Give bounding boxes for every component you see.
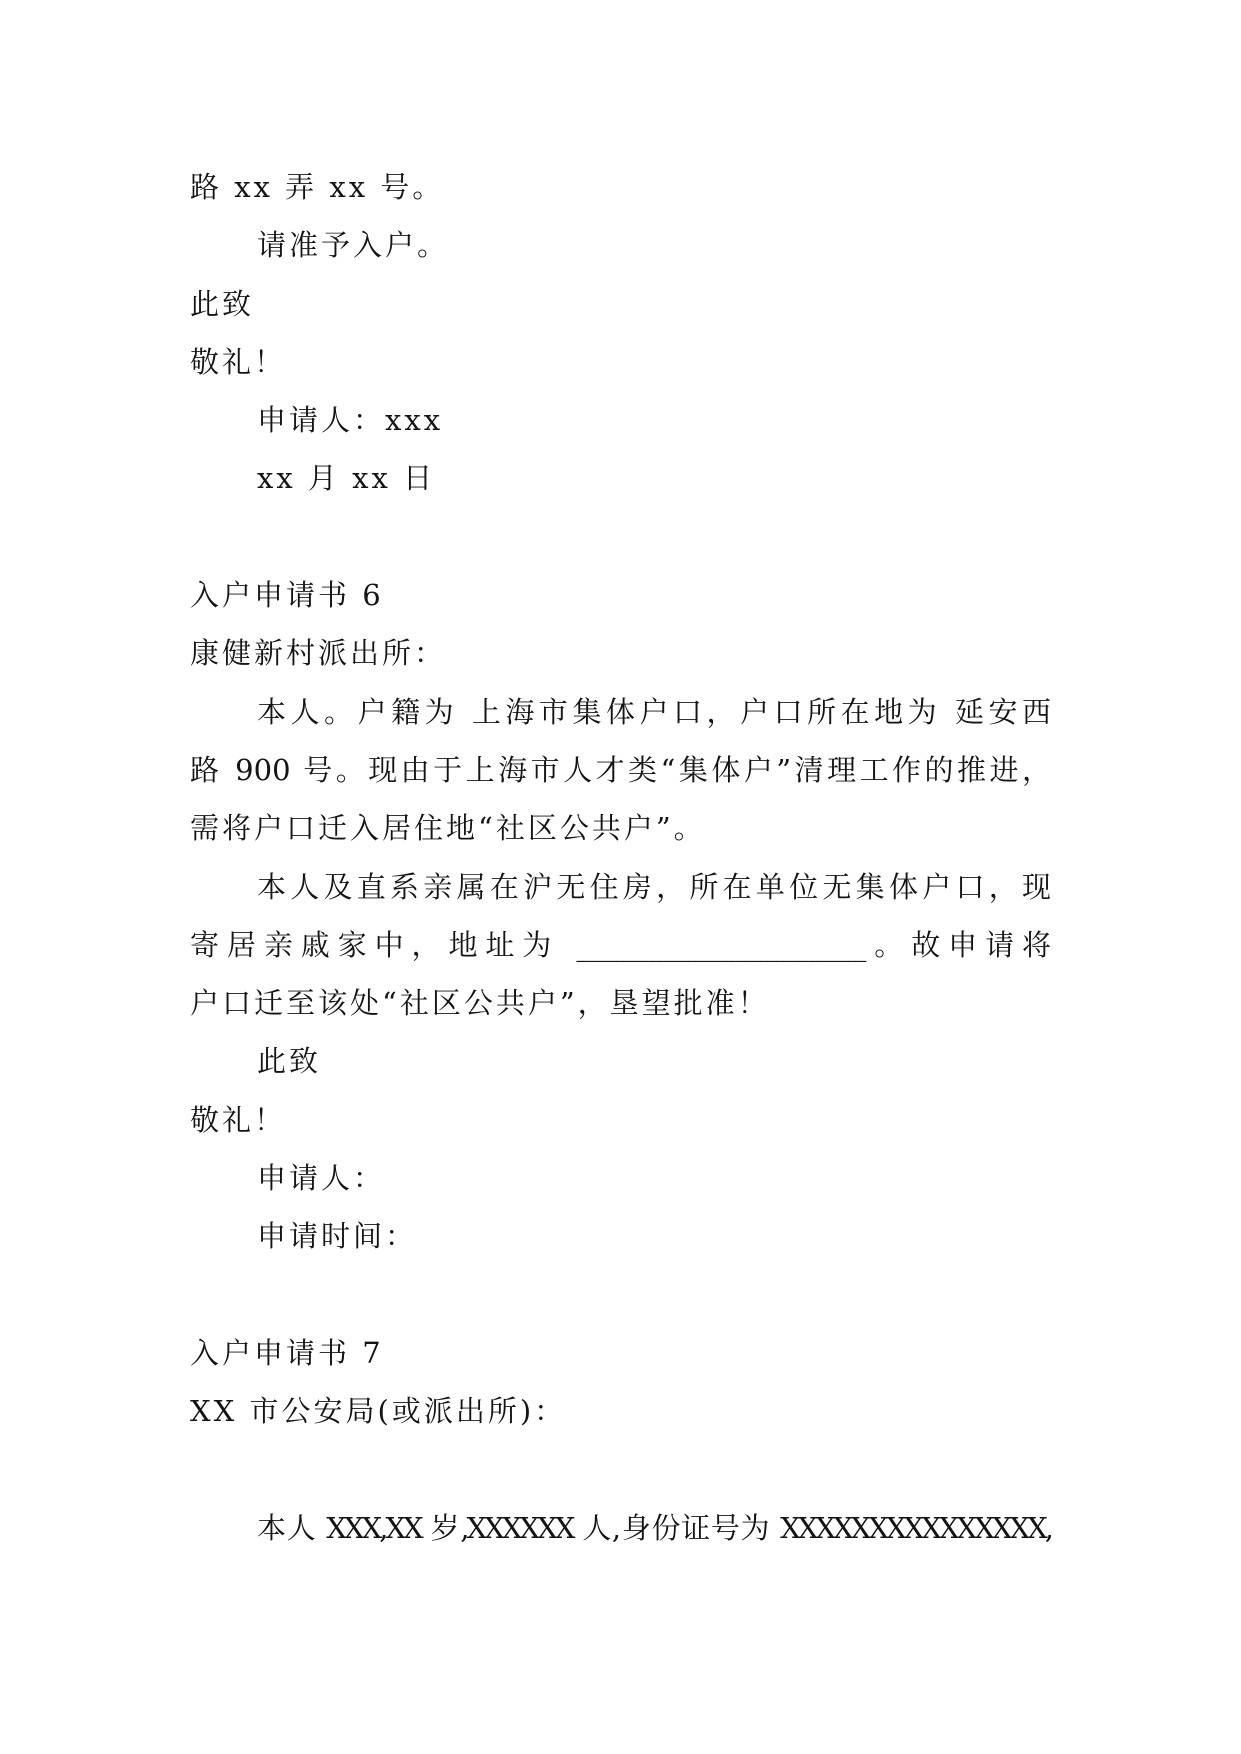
letter-title: 入户申请书 6 [190,578,384,613]
letter-title: 入户申请书 7 [190,1335,384,1370]
applicant-label: 申请人： [257,1161,386,1196]
closing-line-2: 敬礼！ [190,344,287,379]
letter-recipient: 康健新村派出所： [190,636,447,671]
request-line: 请准予入户。 [257,228,450,263]
body-text: 。故申请将 [866,927,1051,962]
body-line: 本人 XXX,XX 岁,XXXXXX 人,身份证号为 XXXXXXXXXXXXXXX, [257,1510,1051,1545]
body-line: 户口迁至该处“社区公共户”，垦望批准！ [190,986,770,1021]
body-line: 路 900 号。现由于上海市人才类“集体户”清理工作的推进， [190,752,1051,787]
body-line-with-blank [190,916,1051,974]
address-blank-field: ____________________ [576,927,867,962]
paragraph-spacer [190,1266,1051,1324]
body-line: 本人及直系亲属在沪无住房，所在单位无集体户口，现 [257,869,1051,904]
body-line: 需将户口迁入居住地“社区公共户”。 [190,811,706,846]
letter-recipient: XX 市公安局(或派出所)： [190,1394,567,1429]
body-line: 本人。户籍为 上海市集体户口，户口所在地为 延安西 [257,694,1051,729]
paragraph-spacer [190,508,1051,566]
signature-date: xx 月 xx 日 [257,461,436,496]
paragraph-spacer [190,1441,1051,1499]
applicant-signature: 申请人：xxx [257,403,444,438]
closing-line-1: 此致 [257,1044,322,1079]
closing-line-2: 敬礼！ [190,1102,287,1137]
address-line: 路 xx 弄 xx 号。 [190,170,445,204]
application-date-label: 申请时间： [257,1219,418,1254]
closing-line-1: 此致 [190,286,255,321]
body-text: 寄居亲戚家中，地址为 [190,927,577,962]
